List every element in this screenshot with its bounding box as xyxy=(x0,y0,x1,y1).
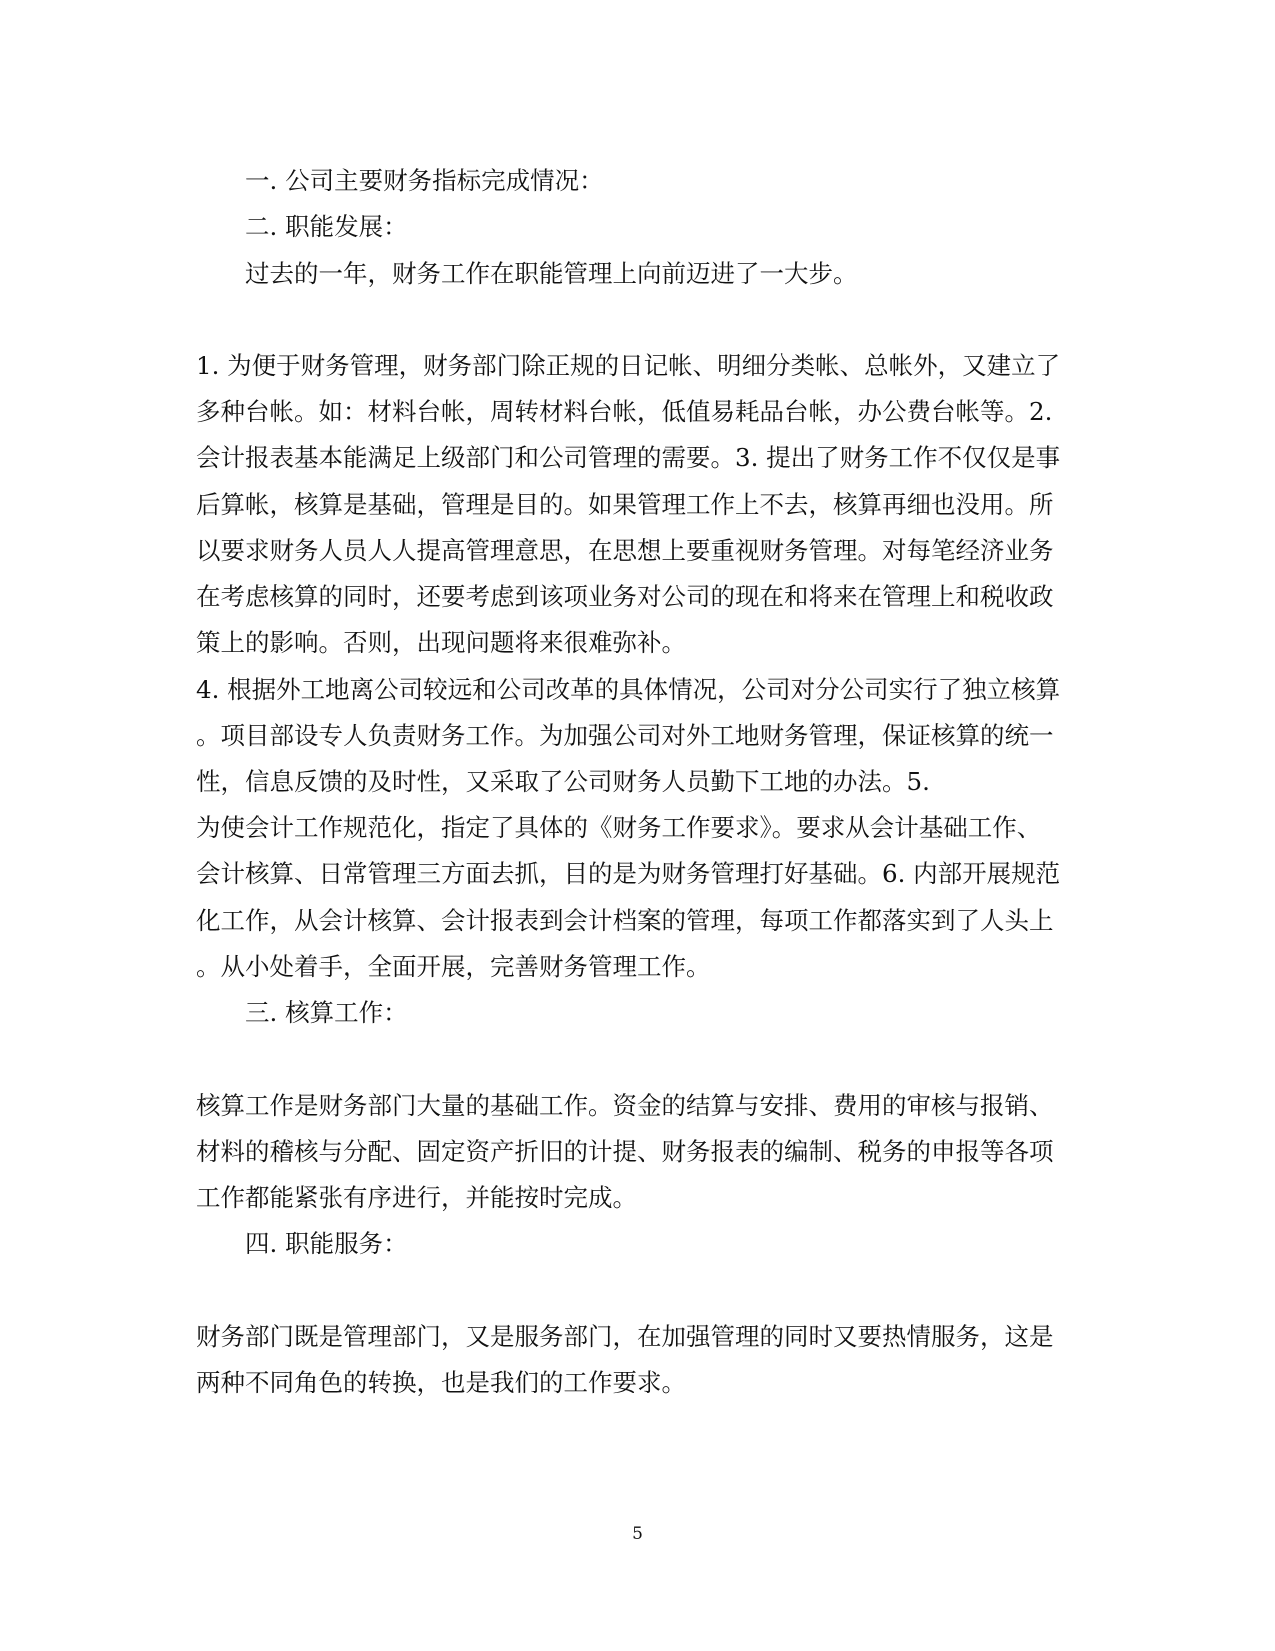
paragraph-line: 材料的稽核与分配、固定资产折旧的计提、财务报表的编制、税务的申报等各项 xyxy=(196,1137,1054,1166)
heading-financial-indicators: 一. 公司主要财务指标完成情况： xyxy=(245,166,604,195)
paragraph-line: 1. 为便于财务管理，财务部门除正规的日记帐、明细分类帐、总帐外，又建立了 xyxy=(196,351,1061,380)
paragraph-line: 在考虑核算的同时，还要考虑到该项业务对公司的现在和将来在管理上和税收政 xyxy=(196,582,1054,611)
paragraph-line: 策上的影响。否则，出现问题将来很难弥补。 xyxy=(196,628,686,657)
paragraph-line: 会计报表基本能满足上级部门和公司管理的需要。3. 提出了财务工作不仅仅是事 xyxy=(196,443,1061,472)
paragraph-line: 化工作，从会计核算、会计报表到会计档案的管理，每项工作都落实到了人头上 xyxy=(196,906,1054,935)
paragraph-line: 以要求财务人员人人提高管理意思，在思想上要重视财务管理。对每笔经济业务 xyxy=(196,536,1054,565)
heading-function-service: 四. 职能服务： xyxy=(245,1229,408,1258)
paragraph-line: 财务部门既是管理部门，又是服务部门，在加强管理的同时又要热情服务，这是 xyxy=(196,1322,1054,1351)
paragraph-line: 会计核算、日常管理三方面去抓，目的是为财务管理打好基础。6. 内部开展规范 xyxy=(196,859,1061,888)
paragraph-line: 过去的一年，财务工作在职能管理上向前迈进了一大步。 xyxy=(245,259,858,288)
paragraph-line: 工作都能紧张有序进行，并能按时完成。 xyxy=(196,1183,637,1212)
paragraph-line: 性，信息反馈的及时性，又采取了公司财务人员勤下工地的办法。5. xyxy=(196,767,930,796)
paragraph-line: 核算工作是财务部门大量的基础工作。资金的结算与安排、费用的审核与报销、 xyxy=(196,1091,1054,1120)
heading-accounting-work: 三. 核算工作： xyxy=(245,998,408,1027)
paragraph-line: 4. 根据外工地离公司较远和公司改革的具体情况，公司对分公司实行了独立核算 xyxy=(196,675,1061,704)
paragraph-line: 两种不同角色的转换，也是我们的工作要求。 xyxy=(196,1368,686,1397)
paragraph-line: 多种台帐。如：材料台帐，周转材料台帐，低值易耗品台帐，办公费台帐等。2. xyxy=(196,397,1053,426)
page-number: 5 xyxy=(632,1524,643,1544)
paragraph-line: 。从小处着手，全面开展，完善财务管理工作。 xyxy=(196,952,711,981)
paragraph-line: 后算帐，核算是基础，管理是目的。如果管理工作上不去，核算再细也没用。所 xyxy=(196,490,1054,519)
paragraph-line: 为使会计工作规范化，指定了具体的《财务工作要求》。要求从会计基础工作、 xyxy=(196,813,1042,842)
heading-function-development: 二. 职能发展： xyxy=(245,212,408,241)
paragraph-line: 。项目部设专人负责财务工作。为加强公司对外工地财务管理，保证核算的统一 xyxy=(196,721,1054,750)
